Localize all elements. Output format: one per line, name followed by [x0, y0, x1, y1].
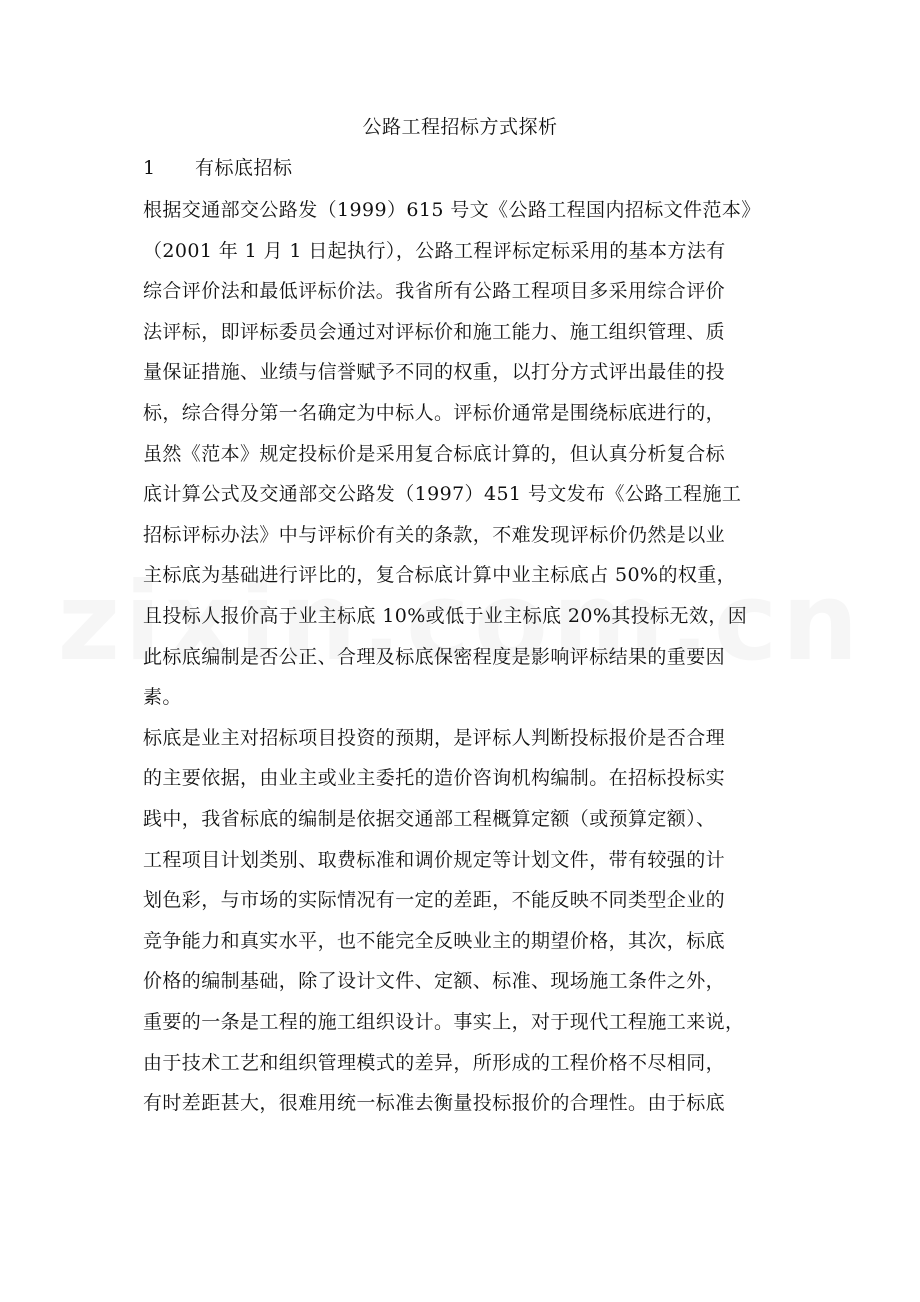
text-line: 划色彩，与市场的实际情况有一定的差距，不能反映不同类型企业的: [143, 889, 726, 912]
document-title: 公路工程招标方式探析: [362, 116, 558, 138]
text-line: 素。: [143, 686, 182, 709]
text-line: 工程项目计划类别、取费标准和调价规定等计划文件，带有较强的计: [143, 848, 726, 871]
section-number: 1: [143, 157, 156, 179]
text-line: 综合评价法和最低评标价法。我省所有公路工程项目多采用综合评价: [143, 280, 726, 303]
text-line: 竞争能力和真实水平，也不能完全反映业主的期望价格，其次，标底: [143, 929, 726, 952]
text-line: 此标底编制是否公正、合理及标底保密程度是影响评标结果的重要因: [143, 645, 726, 668]
text-line: 且投标人报价高于业主标底 10%或低于业主标底 20%其投标无效，因: [143, 605, 748, 627]
text-line: 的主要依据，由业主或业主委托的造价咨询机构编制。在招标投标实: [143, 767, 726, 790]
section-heading: [143, 154, 293, 182]
text-line: 主标底为基础进行评比的，复合标底计算中业主标底占 50%的权重，: [143, 564, 737, 587]
section-heading-text: 有标底招标: [195, 157, 293, 179]
text-line: 量保证措施、业绩与信誉赋予不同的权重，以打分方式评出最佳的投: [143, 361, 726, 384]
text-line: 价格的编制基础，除了设计文件、定额、标准、现场施工条件之外，: [143, 970, 726, 993]
text-line: 底计算公式及交通部交公路发（1997）451 号文发布《公路工程施工: [143, 483, 742, 506]
text-line: 标，综合得分第一名确定为中标人。评标价通常是围绕标底进行的，: [143, 402, 726, 424]
text-line: 根据交通部交公路发（1999）615 号文《公路工程国内招标文件范本》: [143, 199, 761, 221]
text-line: 标底是业主对招标项目投资的预期，是评标人判断投标报价是否合理: [143, 726, 726, 749]
text-line: 法评标，即评标委员会通过对评标价和施工能力、施工组织管理、质: [143, 320, 726, 343]
text-line: 由于技术工艺和组织管理模式的差异，所形成的工程价格不尽相同，: [143, 1051, 726, 1074]
text-line: 招标评标办法》中与评标价有关的条款，不难发现评标价仍然是以业: [143, 523, 726, 546]
text-line: （2001 年 1 月 1 日起执行），公路工程评标定标采用的基本方法有: [143, 239, 726, 262]
text-line: 践中，我省标底的编制是依据交通部工程概算定额（或预算定额）、: [143, 808, 716, 830]
text-line: 虽然《范本》规定投标价是采用复合标底计算的，但认真分析复合标: [143, 442, 726, 465]
text-line: 重要的一条是工程的施工组织设计。事实上，对于现代工程施工来说，: [143, 1011, 745, 1033]
text-line: 有时差距甚大，很难用统一标准去衡量投标报价的合理性。由于标底: [143, 1092, 726, 1115]
